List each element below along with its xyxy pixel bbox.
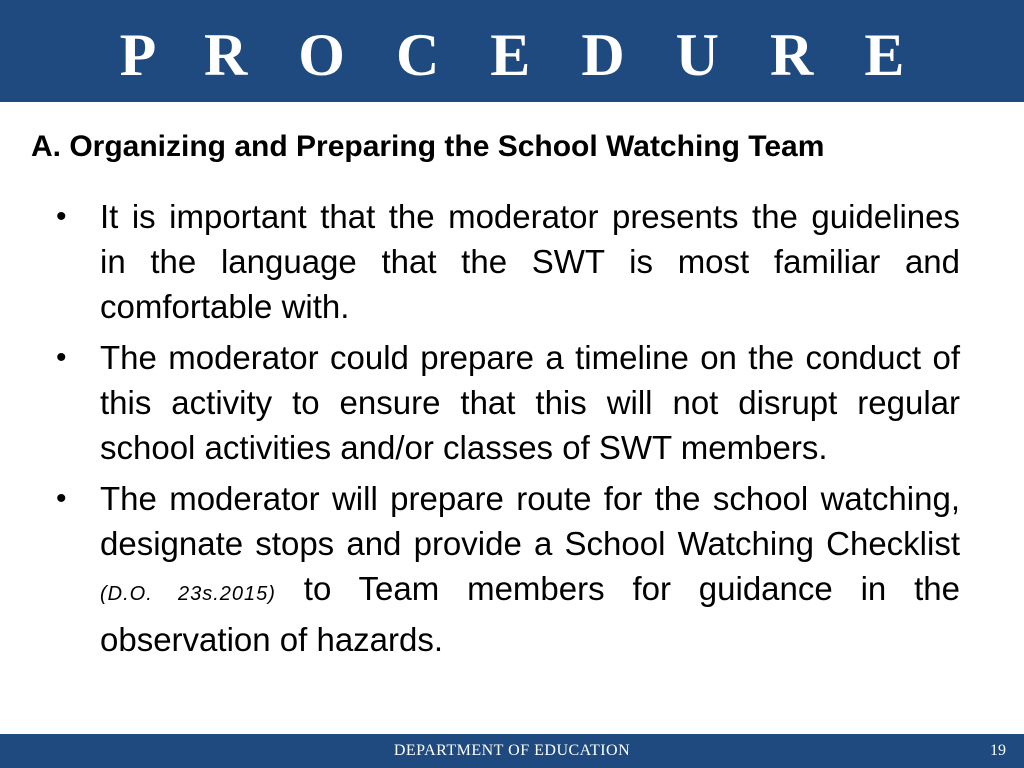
bullet-icon: • — [56, 200, 67, 233]
bullet-text-start: The moderator will prepare route for the school watching, designate stops and provide a School Watching Checklist — [100, 480, 960, 562]
order-reference: (D.O. 23s.2015) — [100, 583, 276, 605]
bullet-item-timeline — [56, 335, 960, 470]
footer-organization: DEPARTMENT OF EDUCATION — [393, 742, 631, 759]
bullet-list — [56, 194, 960, 668]
bullet-text: The moderator could prepare a timeline on the conduct of this activity to ensure that this will not disrupt regular school activities and/or classes of SWT members. — [100, 339, 960, 466]
bullet-text: It is important that the moderator presents the guidelines in the language that the SWT is most familiar and comfortable with. — [100, 198, 960, 325]
bullet-item-route-checklist — [56, 476, 960, 662]
slide-title: P R O C E D U R E — [119, 22, 923, 88]
section-heading: A. Organizing and Preparing the School Watching Team — [31, 130, 825, 163]
bullet-icon: • — [56, 341, 67, 374]
bullet-icon: • — [56, 482, 67, 515]
bullet-item-guidelines-language — [56, 194, 960, 329]
page-number: 19 — [990, 742, 1006, 759]
bullet-text-end: to Team members for guidance in the observation of hazards. — [100, 570, 960, 658]
